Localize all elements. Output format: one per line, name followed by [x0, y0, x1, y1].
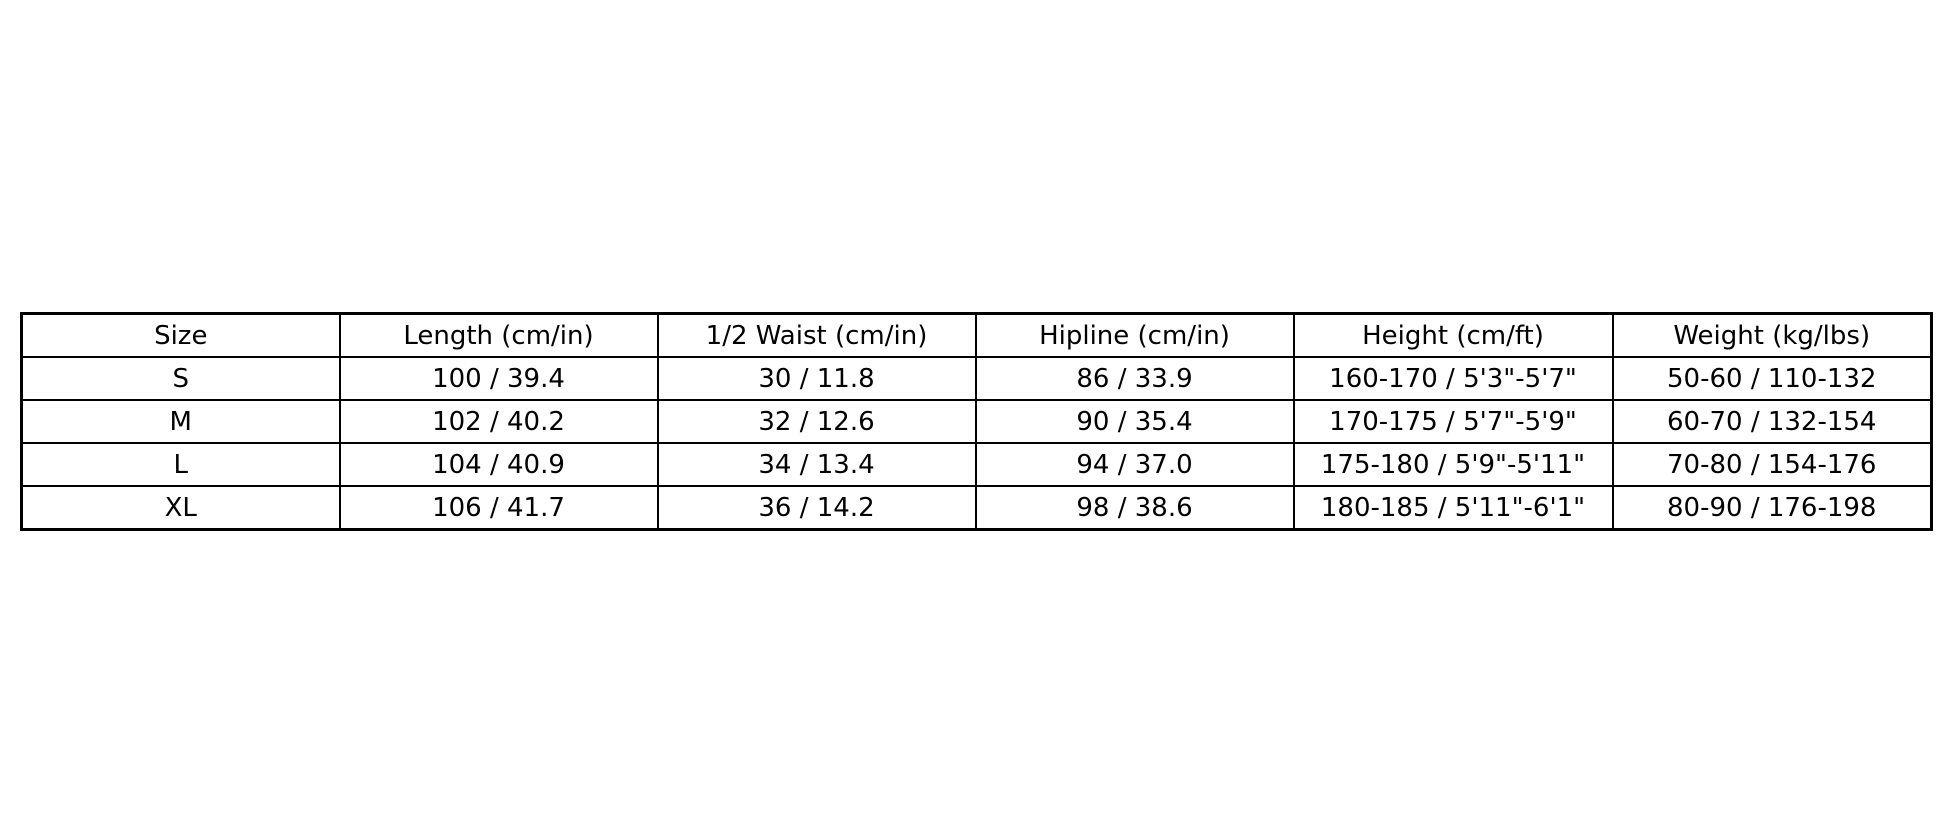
column-header-length: Length (cm/in) — [340, 314, 658, 358]
cell-half-waist: 30 / 11.8 — [658, 357, 976, 400]
cell-height: 175-180 / 5'9"-5'11" — [1294, 443, 1613, 486]
cell-height: 160-170 / 5'3"-5'7" — [1294, 357, 1613, 400]
table-header-row — [22, 314, 1932, 358]
table-row — [22, 400, 1932, 443]
cell-weight: 80-90 / 176-198 — [1613, 486, 1932, 530]
cell-length: 100 / 39.4 — [340, 357, 658, 400]
column-header-height: Height (cm/ft) — [1294, 314, 1613, 358]
column-header-hipline: Hipline (cm/in) — [976, 314, 1294, 358]
cell-half-waist: 34 / 13.4 — [658, 443, 976, 486]
cell-length: 106 / 41.7 — [340, 486, 658, 530]
size-chart-table — [20, 312, 1933, 531]
table-row — [22, 443, 1932, 486]
cell-hipline: 98 / 38.6 — [976, 486, 1294, 530]
cell-weight: 60-70 / 132-154 — [1613, 400, 1932, 443]
cell-hipline: 86 / 33.9 — [976, 357, 1294, 400]
cell-half-waist: 32 / 12.6 — [658, 400, 976, 443]
table-row — [22, 486, 1932, 530]
cell-weight: 70-80 / 154-176 — [1613, 443, 1932, 486]
cell-length: 104 / 40.9 — [340, 443, 658, 486]
cell-length: 102 / 40.2 — [340, 400, 658, 443]
cell-hipline: 94 / 37.0 — [976, 443, 1294, 486]
column-header-size: Size — [22, 314, 340, 358]
cell-size: XL — [22, 486, 340, 530]
cell-height: 180-185 / 5'11"-6'1" — [1294, 486, 1613, 530]
cell-size: M — [22, 400, 340, 443]
size-chart-container — [20, 312, 1930, 531]
cell-half-waist: 36 / 14.2 — [658, 486, 976, 530]
column-header-weight: Weight (kg/lbs) — [1613, 314, 1932, 358]
column-header-half-waist: 1/2 Waist (cm/in) — [658, 314, 976, 358]
table-row — [22, 357, 1932, 400]
cell-weight: 50-60 / 110-132 — [1613, 357, 1932, 400]
cell-size: S — [22, 357, 340, 400]
cell-height: 170-175 / 5'7"-5'9" — [1294, 400, 1613, 443]
cell-size: L — [22, 443, 340, 486]
cell-hipline: 90 / 35.4 — [976, 400, 1294, 443]
